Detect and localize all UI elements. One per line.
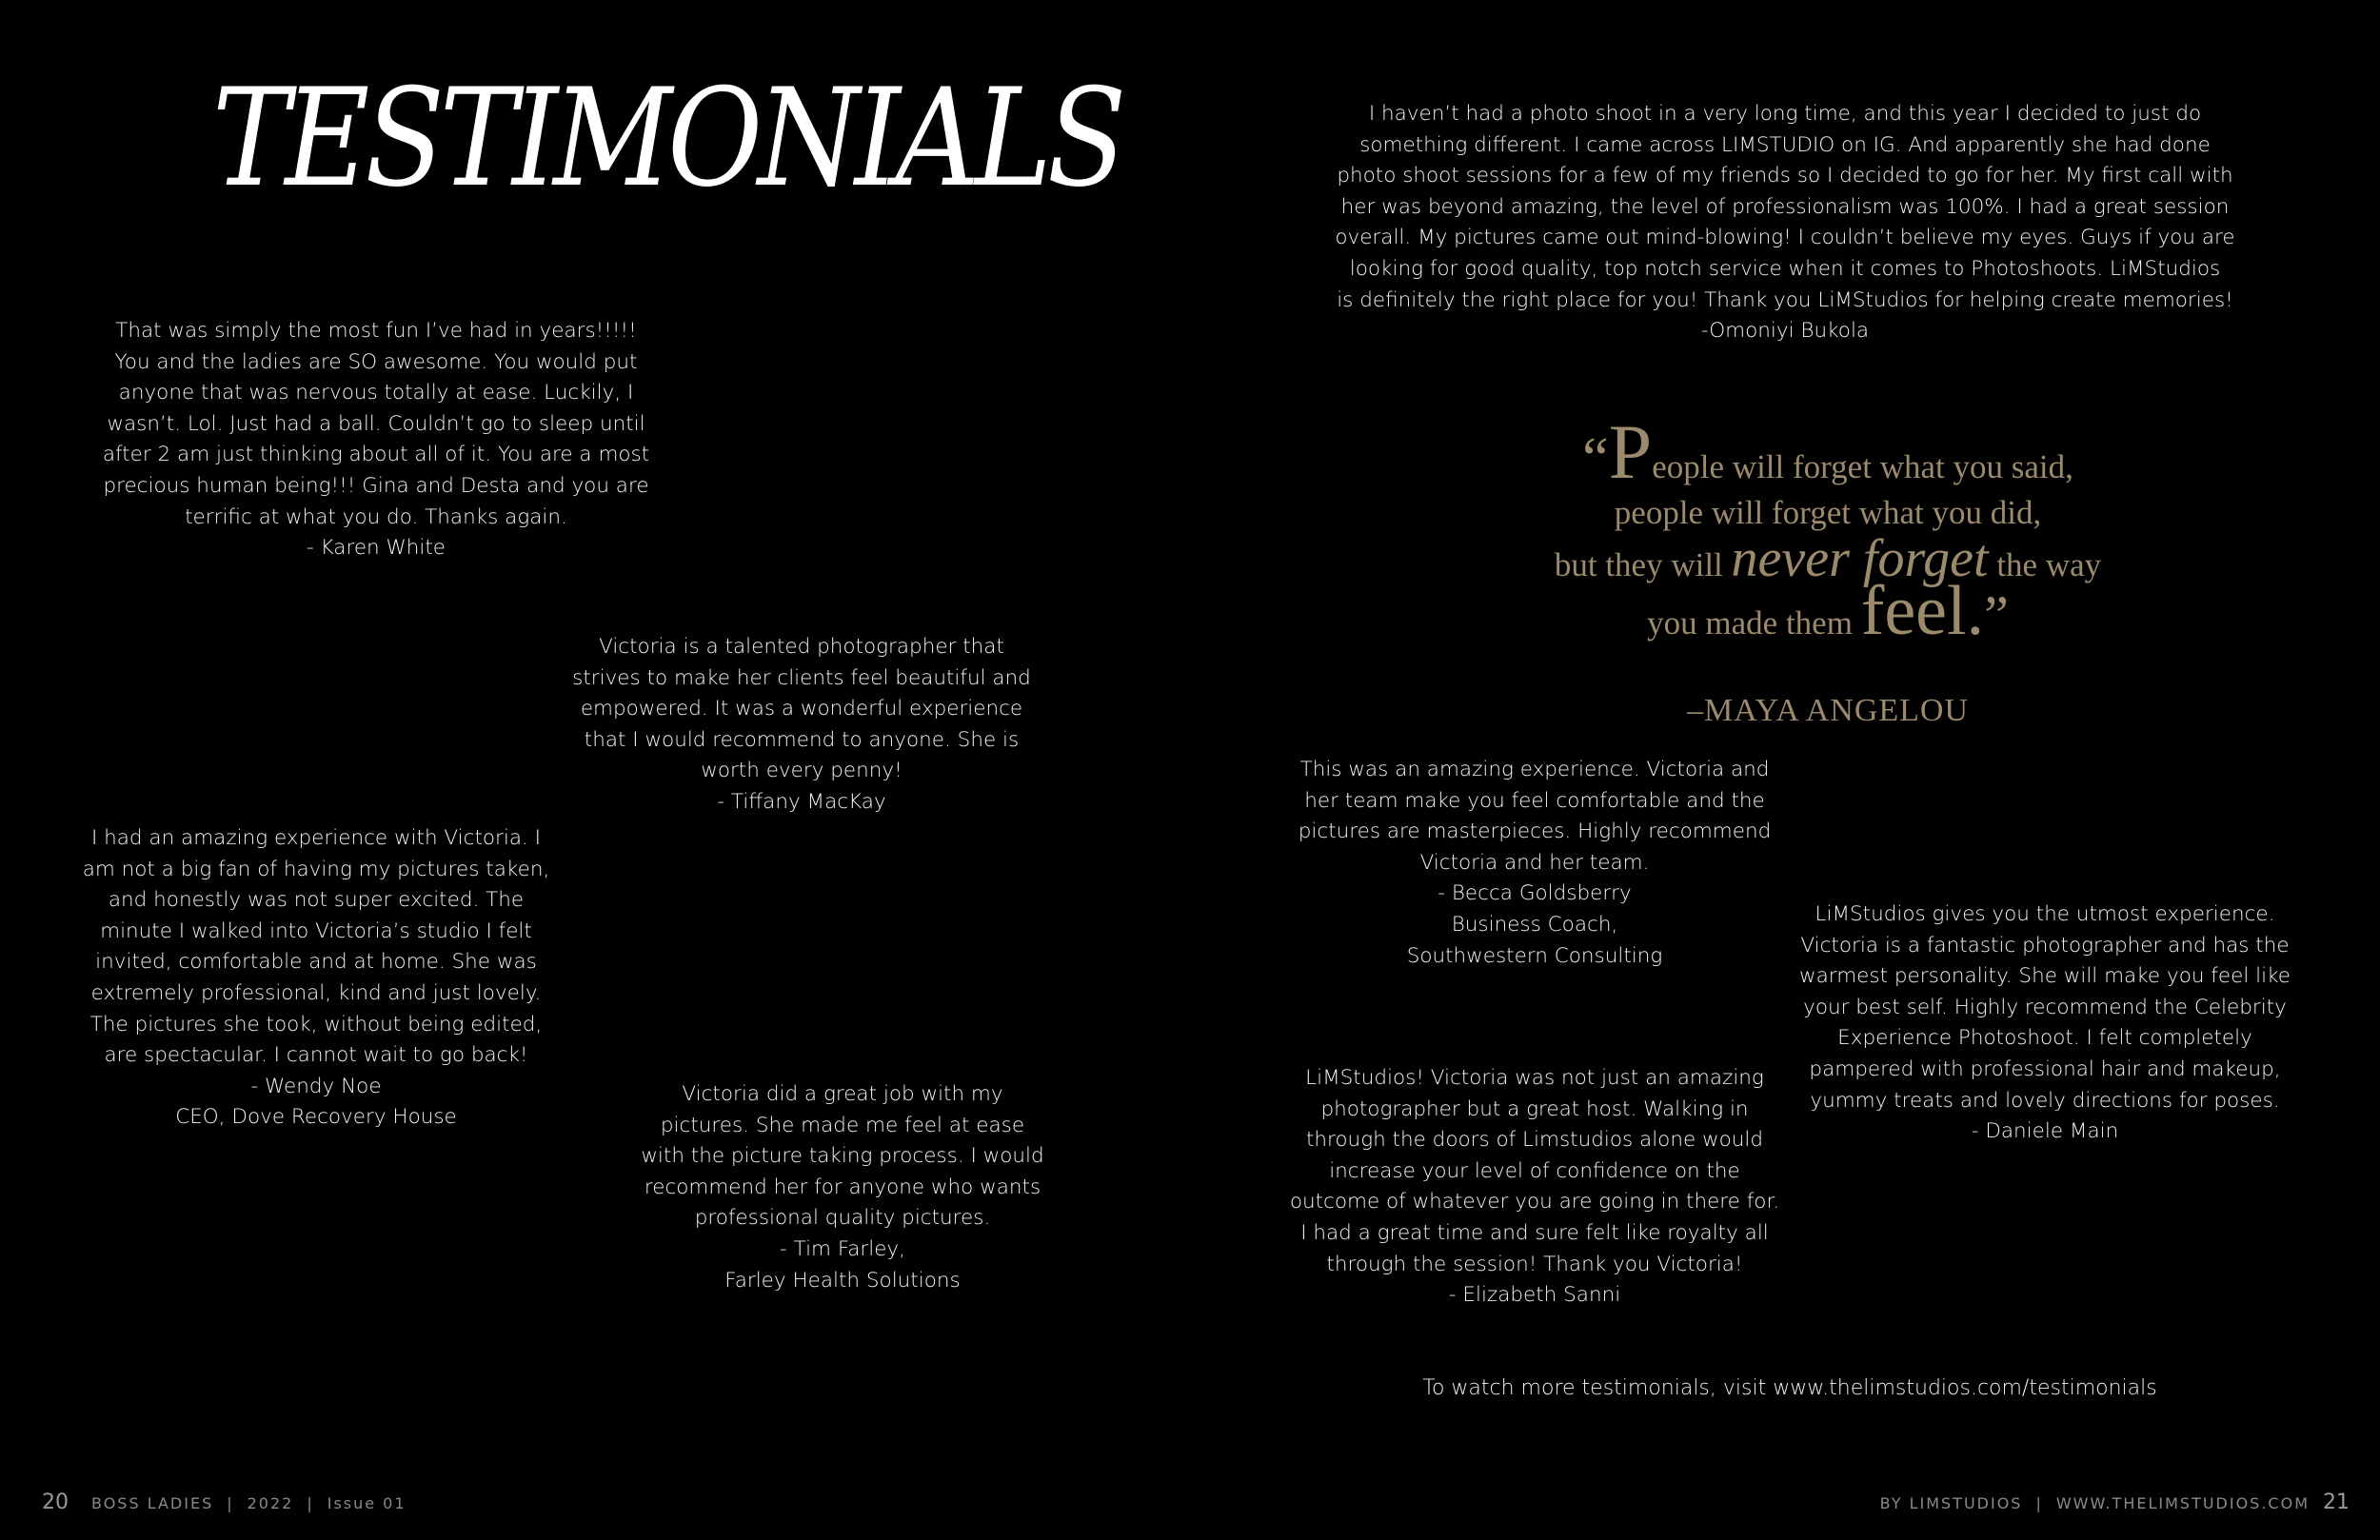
testimonial-becca-goldsberry — [1249, 755, 1820, 972]
testimonial-line: looking for good quality, top notch service when it comes to Photoshoots. LiMStudios — [1349, 256, 2221, 281]
testimonial-line: is definitely the right place for you! Thank you LiMStudios for helping create memories! — [1337, 287, 2233, 312]
testimonial-line: strives to make her clients feel beautiful and — [572, 665, 1031, 690]
testimonial-line: professional quality pictures. — [694, 1206, 991, 1231]
testimonial-line: through the session! Thank you Victoria! — [1326, 1252, 1743, 1276]
more-testimonials-link[interactable]: To watch more testimonials, visit www.thelimstudios.com/testimonials — [1422, 1376, 2157, 1400]
quote-feel-word: feel. — [1860, 572, 1985, 650]
footer-right — [1880, 1491, 2350, 1514]
footer-left — [42, 1491, 407, 1514]
testimonial-line: - Tim Farley, — [780, 1236, 905, 1261]
footer-separator: | — [227, 1494, 234, 1512]
testimonial-line: The pictures she took, without being edited, — [89, 1012, 543, 1037]
testimonial-elizabeth-sanni — [1249, 1063, 1820, 1312]
testimonial-line: invited, comfortable and at home. She was — [95, 950, 537, 975]
testimonial-line: overall. My pictures came out mind-blowing! I couldn’t believe my eyes. Guys if you are — [1335, 226, 2235, 250]
testimonial-line: Farley Health Solutions — [724, 1268, 961, 1293]
page-title: TESTIMONIALS — [212, 60, 1122, 217]
footer-brand: BY LIMSTUDIOS — [1879, 1494, 2023, 1512]
testimonial-line: LiMStudios! Victoria was not just an amazing — [1305, 1066, 1764, 1090]
testimonial-line: That was simply the most fun I’ve had in years!!!!! — [115, 319, 637, 343]
testimonial-line: photo shoot sessions for a few of my friends so I decided to go for her. My first call with — [1337, 164, 2233, 188]
maya-angelou-quote — [1485, 408, 2171, 650]
testimonial-line: your best self. Highly recommend the Celebrity — [1803, 995, 2287, 1019]
testimonial-line: increase your level of confidence on the — [1329, 1158, 1740, 1183]
testimonial-line: Business Coach, — [1451, 912, 1618, 937]
testimonial-line: I had a great time and sure felt like royalty all — [1300, 1220, 1769, 1245]
testimonial-tim-farley — [557, 1079, 1128, 1296]
testimonial-line: pampered with professional hair and makeup, — [1809, 1056, 2281, 1081]
testimonial-wendy-noe — [30, 823, 602, 1134]
issue-number: Issue 01 — [327, 1494, 407, 1512]
close-quote-mark: ” — [1984, 584, 2009, 646]
testimonial-tiffany-mackay — [516, 632, 1087, 819]
testimonial-line: Victoria is a fantastic photographer and has the — [1800, 933, 2290, 958]
publication-year: 2022 — [247, 1494, 294, 1512]
footer-separator: | — [2035, 1494, 2043, 1512]
quote-line-3-post: the way — [1988, 546, 2102, 583]
testimonial-daniele-main — [1759, 899, 2330, 1148]
testimonial-line: Victoria and her team. — [1419, 850, 1650, 875]
testimonial-line: precious human being!!! Gina and Desta and you are — [103, 473, 649, 498]
page-number-left: 20 — [42, 1491, 69, 1514]
testimonial-line: pictures. She made me feel at ease — [660, 1113, 1025, 1137]
testimonial-line: LiMStudios gives you the utmost experience. — [1815, 902, 2275, 926]
testimonial-line: terrific at what you do. Thanks again. — [185, 504, 567, 529]
testimonial-line: that I would recommend to anyone. She is — [584, 727, 1020, 752]
quote-line-1-text: eople will forget what you said, — [1652, 448, 2073, 485]
testimonial-line: warmest personality. She will make you feel like — [1799, 964, 2291, 989]
testimonial-line: am not a big fan of having my pictures taken, — [82, 857, 550, 881]
testimonial-line: Victoria did a great job with my — [682, 1082, 1003, 1106]
testimonial-line: and honestly was not super excited. The — [108, 888, 525, 913]
testimonial-line: minute I walked into Victoria’s studio I felt — [100, 918, 532, 943]
quote-emphasis: never forget — [1731, 529, 1989, 588]
publication-name: BOSS LADIES — [91, 1494, 214, 1512]
testimonial-line: through the doors of Limstudios alone would — [1305, 1128, 1763, 1153]
quote-line-4-pre: you made them — [1647, 604, 1861, 642]
testimonial-line: worth every penny! — [701, 759, 902, 783]
testimonial-line: - Becca Goldsberry — [1438, 881, 1632, 906]
testimonial-karen-white — [90, 316, 662, 564]
footer-separator: | — [307, 1494, 314, 1512]
testimonial-line: recommend her for anyone who wants — [644, 1175, 1041, 1199]
quote-initial: P — [1608, 408, 1653, 495]
footer-url[interactable]: WWW.THELIMSTUDIOS.COM — [2055, 1494, 2310, 1512]
quote-line-3 — [1485, 529, 2171, 588]
testimonial-line: something different. I came across LIMSTUDIO on IG. And apparently she had done — [1359, 132, 2211, 157]
testimonial-line: - Karen White — [306, 536, 446, 561]
open-quote-mark: “ — [1582, 426, 1609, 491]
quote-line-3-pre: but they will — [1554, 546, 1732, 583]
quote-line-2: people will forget what you did, — [1614, 494, 2042, 531]
testimonial-line: You and the ladies are SO awesome. You would put — [114, 349, 638, 374]
testimonial-line: extremely professional, kind and just lovely. — [90, 980, 542, 1005]
testimonial-line: outcome of whatever you are going in there for. — [1289, 1190, 1780, 1214]
testimonial-line: her team make you feel comfortable and the — [1304, 788, 1765, 813]
testimonial-line: photographer but a great host. Walking in — [1320, 1096, 1749, 1121]
testimonial-line: anyone that was nervous totally at ease. Luckily, I — [118, 381, 634, 405]
testimonial-omoniyi-bukola — [1309, 99, 2261, 347]
testimonial-line: CEO, Dove Recovery House — [175, 1105, 457, 1130]
testimonial-line: - Tiffany MacKay — [717, 789, 886, 814]
testimonial-line: her was beyond amazing, the level of professionalism was 100%. I had a great session — [1340, 194, 2230, 219]
testimonial-line: yummy treats and lovely directions for poses. — [1810, 1088, 2280, 1113]
page-number-right: 21 — [2323, 1491, 2350, 1514]
quote-line-4 — [1485, 572, 2171, 650]
testimonial-line: Victoria is a talented photographer that — [599, 635, 1004, 659]
testimonial-line: - Daniele Main — [1971, 1119, 2119, 1144]
testimonial-line: I haven’t had a photo shoot in a very long time, and this year I decided to just do — [1368, 102, 2202, 126]
testimonial-line: This was an amazing experience. Victoria and — [1299, 758, 1770, 781]
testimonial-line: after 2 am just thinking about all of it. You are a most — [102, 443, 650, 467]
testimonial-line: with the picture taking process. I would — [641, 1144, 1044, 1169]
testimonial-line: - Wendy Noe — [250, 1074, 382, 1098]
testimonial-line: Southwestern Consulting — [1406, 943, 1663, 968]
testimonial-line: pictures are masterpieces. Highly recommend — [1298, 819, 1772, 844]
testimonial-line: empowered. It was a wonderful experience — [580, 697, 1023, 721]
quote-line-1 — [1485, 408, 2171, 495]
testimonial-line: are spectacular. I cannot wait to go back! — [104, 1043, 528, 1068]
testimonial-line: I had an amazing experience with Victoria. I — [90, 826, 542, 850]
testimonial-line: Experience Photoshoot. I felt completely — [1837, 1026, 2252, 1051]
testimonial-line: wasn’t. Lol. Just had a ball. Couldn’t go to sleep until — [107, 411, 645, 436]
testimonial-line: - Elizabeth Sanni — [1448, 1283, 1621, 1308]
quote-author: –MAYA ANGELOU — [1686, 693, 1970, 728]
testimonial-line: -Omoniyi Bukola — [1700, 319, 1870, 344]
